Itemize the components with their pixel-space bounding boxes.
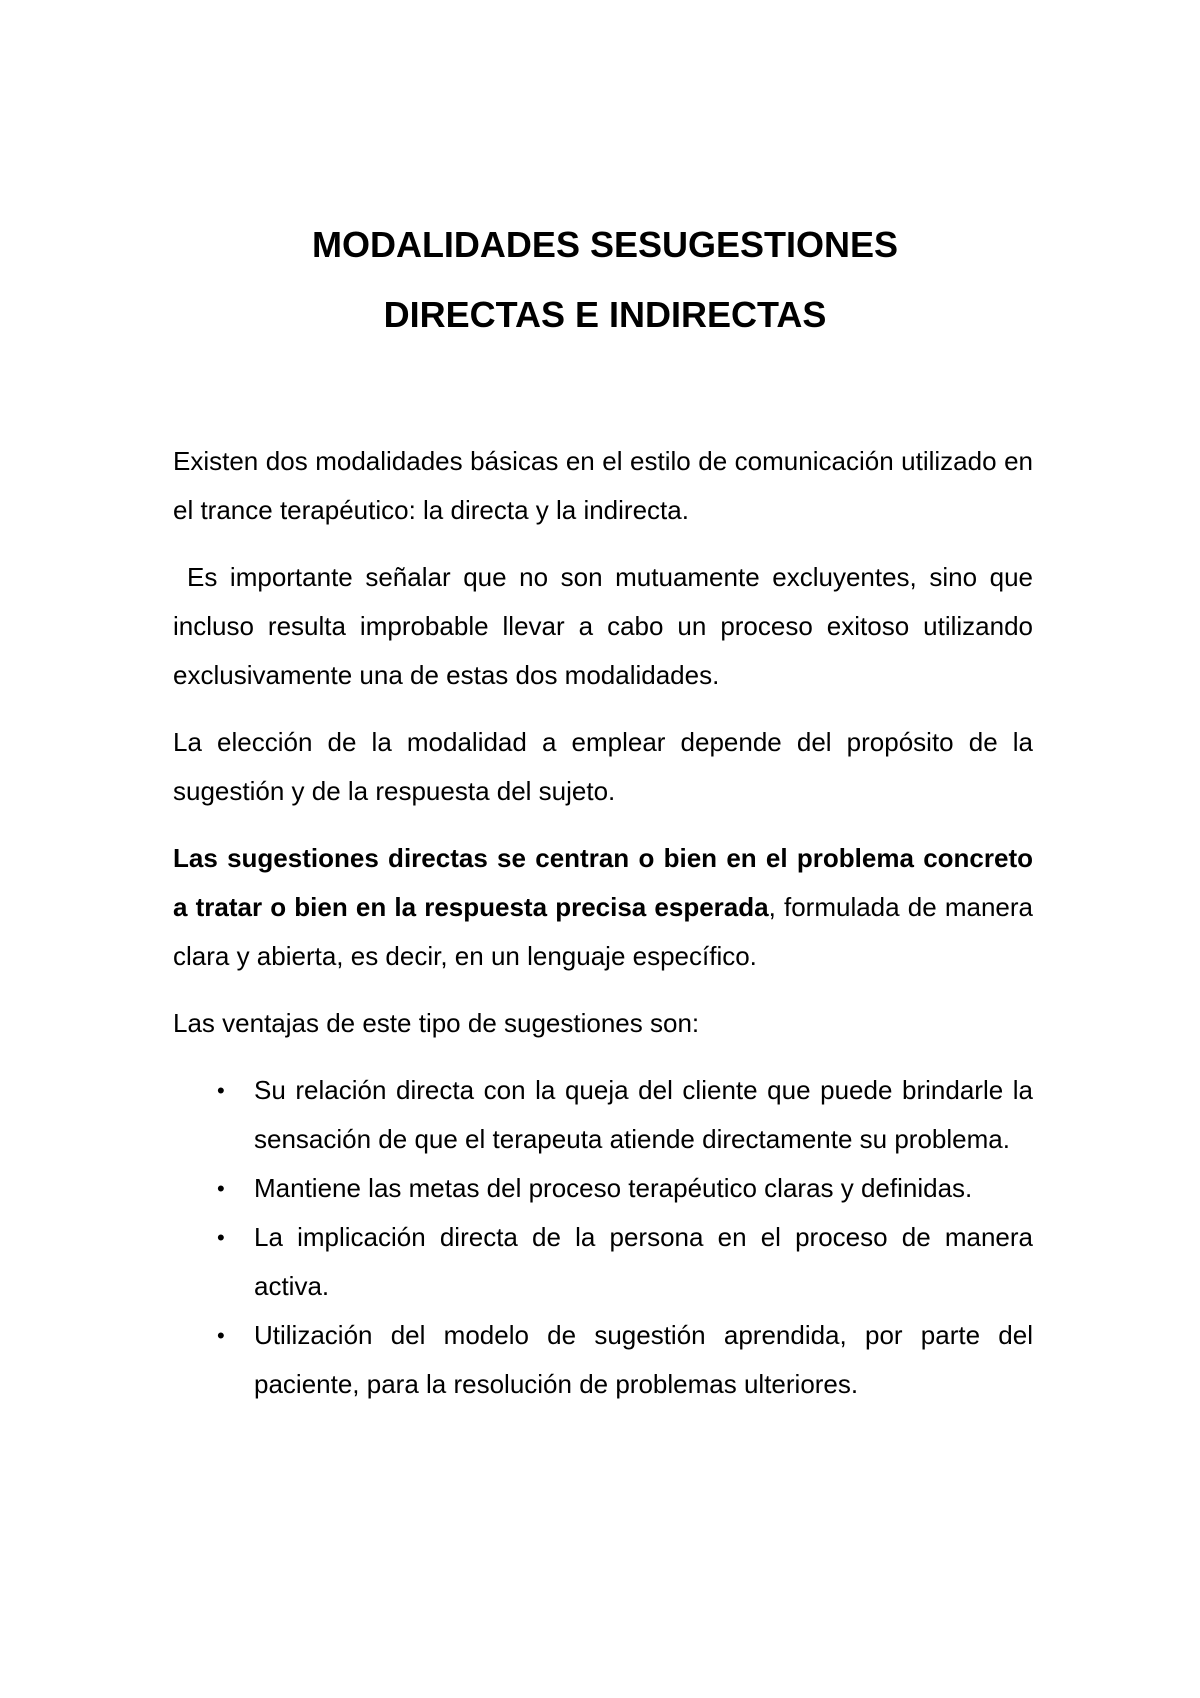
list-item — [173, 1213, 1033, 1311]
paragraph-choice: La elección de la modalidad a emplear depende del propósito de la sugestión y de la respuesta del sujeto. — [173, 727, 1033, 806]
advantages-list — [173, 1066, 1033, 1409]
paragraph-advantages-intro: Las ventajas de este tipo de sugestiones son: — [173, 1008, 700, 1038]
paragraph-intro: Existen dos modalidades básicas en el estilo de comunicación utilizado en el trance terapéutico: la directa y la indirecta. — [173, 446, 1033, 525]
list-item — [173, 1311, 1033, 1409]
paragraph-direct-suggestions — [173, 834, 1033, 981]
document-title — [0, 210, 1200, 350]
paragraph-direct-suggestions-rest: , formulada de manera clara y abierta, es decir, en un lenguaje específico. — [173, 892, 1033, 971]
list-item-text: Mantiene las metas del proceso terapéutico claras y definidas. — [254, 1173, 973, 1203]
bullet-icon: • — [217, 1078, 225, 1103]
title-line-1: MODALIDADES SESUGESTIONES — [311, 224, 899, 265]
paragraph-direct-suggestions-bold: Las sugestiones directas se centran o bien en el problema concreto a tratar o bien en la respuesta precisa esperada — [173, 843, 1033, 922]
list-item — [173, 1066, 1033, 1164]
paragraph-not-exclusive: Es importante señalar que no son mutuamente excluyentes, sino que incluso resulta improbable llevar a cabo un proceso exitoso utilizando exclusivamente una de estas dos modalidades. — [173, 562, 1033, 690]
title-line-2: DIRECTAS E INDIRECTAS — [383, 294, 827, 335]
bullet-icon: • — [217, 1323, 225, 1348]
bullet-icon: • — [217, 1176, 225, 1201]
list-item-text: Utilización del modelo de sugestión aprendida, por parte del paciente, para la resolución de problemas ulteriores. — [254, 1320, 1033, 1399]
list-item-text: La implicación directa de la persona en el proceso de manera activa. — [254, 1222, 1033, 1301]
document-body — [173, 437, 1033, 1409]
bullet-icon: • — [217, 1225, 225, 1250]
list-item-text: Su relación directa con la queja del cliente que puede brindarle la sensación de que el terapeuta atiende directamente su problema. — [254, 1075, 1033, 1154]
list-item — [173, 1164, 1033, 1213]
